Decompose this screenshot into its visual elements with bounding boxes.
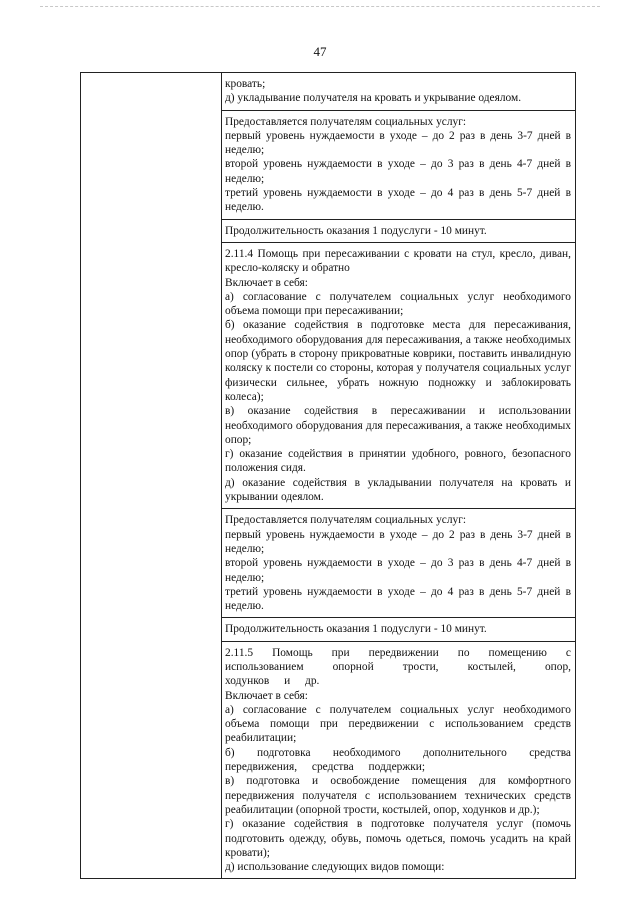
text-line: д) оказание содействия в укладывании получателя на кровать и укрывании одеялом. bbox=[225, 476, 571, 504]
left-column-cell bbox=[81, 73, 222, 879]
row-cell bbox=[222, 509, 576, 618]
row-cell bbox=[222, 618, 576, 641]
text-line: д) использование следующих видов помощи: bbox=[225, 861, 445, 874]
row-cell bbox=[222, 73, 576, 111]
text-line: 2.11.4 Помощь при пересаживании с кровати на стул, кресло, диван, кресло-коляску и обратно bbox=[225, 247, 571, 275]
text-line: а) согласование с получателем социальных услуг необходимого объема помощи при пересаживании; bbox=[225, 290, 571, 318]
text-line: Включает в себя: bbox=[225, 689, 308, 702]
row-cell bbox=[222, 242, 576, 508]
row-cell bbox=[222, 641, 576, 879]
text-line: первый уровень нуждаемости в уходе – до 2 раз в день 3-7 дней в неделю; bbox=[225, 129, 571, 157]
text-line: Предоставляется получателям социальных услуг: bbox=[225, 115, 467, 128]
text-line: Включает в себя: bbox=[225, 276, 308, 289]
text-line: третий уровень нуждаемости в уходе – до 4 раз в день 5-7 дней в неделю. bbox=[225, 187, 571, 214]
text-line: второй уровень нуждаемости в уходе – до 3 раз в день 4-7 дней в неделю; bbox=[225, 557, 571, 584]
services-table bbox=[80, 72, 576, 879]
text-line: 2.11.5 Помощь при передвижении по помещению с использованием опорной трости, костылей, опор, ходунков и др. bbox=[225, 646, 571, 688]
row-cell bbox=[222, 219, 576, 242]
text-line: а) согласование с получателем социальных услуг необходимого объема помощи при передвижении с использованием средств реабилитации; bbox=[225, 703, 571, 745]
text-line: второй уровень нуждаемости в уходе – до 3 раз в день 4-7 дней в неделю; bbox=[225, 158, 571, 185]
text-line: третий уровень нуждаемости в уходе – до 4 раз в день 5-7 дней в неделю. bbox=[225, 585, 571, 613]
text-line: д) укладывание получателя на кровать и укрывание одеялом. bbox=[225, 92, 522, 105]
table-row bbox=[81, 73, 576, 111]
text-line: в) подготовка и освобождение помещения для комфортного передвижения получателя с использованием технических средств реабилитации (опорной трости, костылей, опор, ходунков и др.); bbox=[225, 775, 571, 816]
text-line: Продолжительность оказания 1 подуслуги - 10 минут. bbox=[225, 224, 487, 237]
text-line: Продолжительность оказания 1 подуслуги - 10 минут. bbox=[225, 623, 487, 636]
text-line: Предоставляется получателям социальных услуг: bbox=[225, 514, 467, 527]
text-line: первый уровень нуждаемости в уходе – до 2 раз в день 3-7 дней в неделю; bbox=[225, 528, 571, 555]
scan-edge-line bbox=[40, 6, 600, 8]
page-number: 47 bbox=[313, 44, 327, 59]
text-line: г) оказание содействия в подготовке получателя услуг (помочь подготовить одежду, обувь, помочь одеться, помочь усадить на край кровати); bbox=[225, 818, 571, 859]
text-line: б) подготовка необходимого дополнительного средства передвижения, средства поддержки; bbox=[225, 746, 571, 774]
text-line: в) оказание содействия в пересаживании и использовании необходимого оборудования для пересаживания, а также необходимых опор; bbox=[225, 405, 571, 446]
text-line: б) оказание содействия в подготовке места для пересаживания, необходимого оборудования для пересаживания, а также необходимых опор (убрать в сторону прикроватные коврики, поставить инвалидную коляску к постели со стороны, которая у получателя социальных услуг физически сильнее, убрать ножную подножку и заблокировать колеса); bbox=[225, 319, 571, 403]
row-cell bbox=[222, 110, 576, 219]
text-line: г) оказание содействия в принятии удобного, ровного, безопасного положения сидя. bbox=[225, 448, 571, 475]
text-line: кровать; bbox=[225, 78, 266, 90]
